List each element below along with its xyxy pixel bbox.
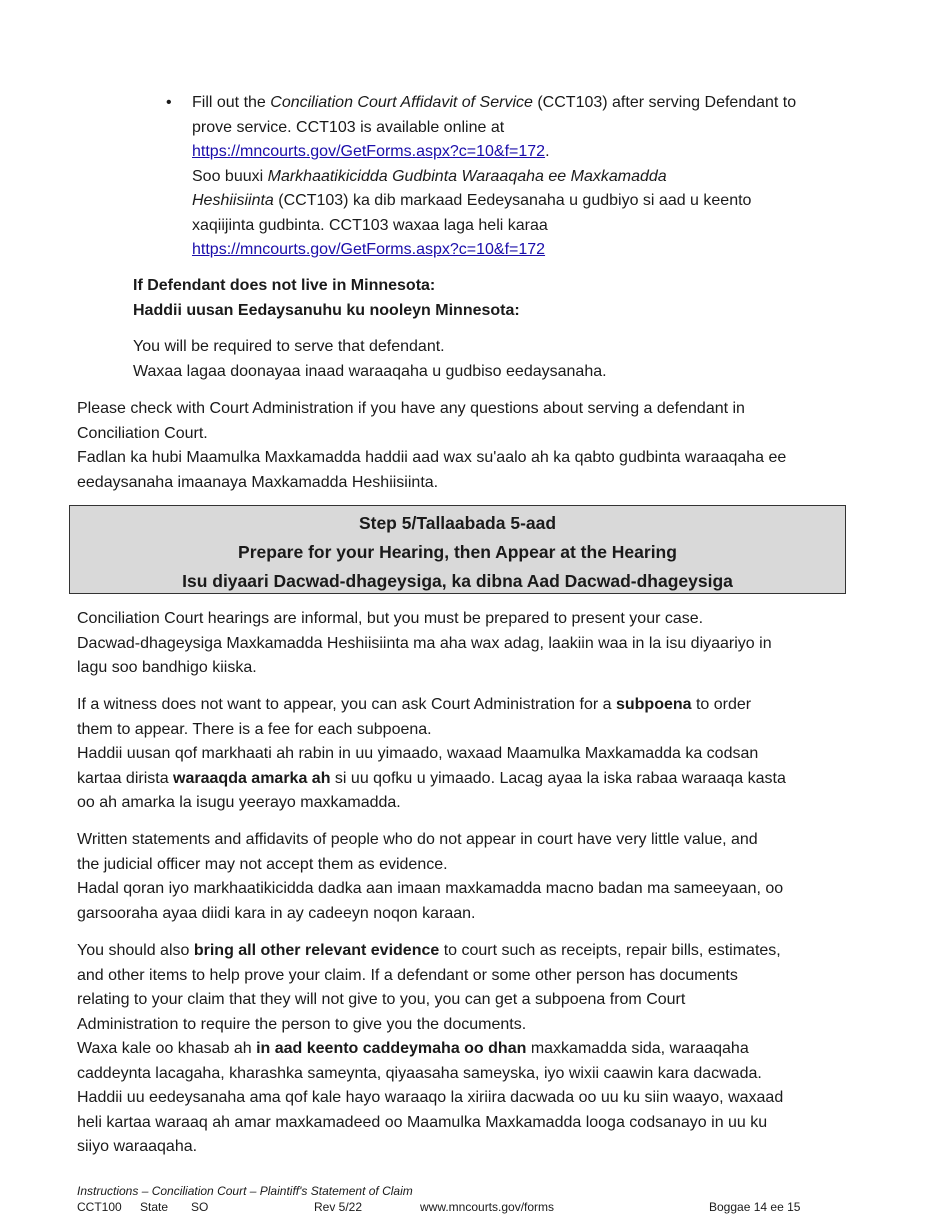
bullet-line-6: xaqiijinta gudbinta. CCT103 waxaa laga heli karaa [192,216,548,234]
step-subtitle-en: Prepare for your Hearing, then Appear at the Hearing [238,542,677,562]
footer-page-number: Boggae 14 ee 15 [709,1200,801,1214]
not-mn-heading-en: If Defendant does not live in Minnesota: [133,277,436,294]
footer-form-number: CCT100 [77,1200,122,1214]
bullet-item-affidavit [192,91,862,263]
step-subtitle-so: Isu diyaari Dacwad-dhageysiga, ka dibna Aad Dacwad-dhageysiga [182,571,733,591]
step-5-header [69,505,846,594]
not-mn-body [133,335,853,384]
forms-link-so[interactable]: https://mncourts.gov/GetForms.aspx?c=10&f=172 [192,241,546,258]
footer-revision: Rev 5/22 [314,1200,363,1214]
not-mn-heading-so: Haddii uusan Eedaysanuhu ku nooleyn Minnesota: [133,301,520,319]
bullet-marker: • [166,94,172,111]
not-mn-heading [133,274,853,323]
footer-state: State [140,1200,169,1214]
bullet-line-2: prove service. CCT103 is available online at [192,118,505,136]
check-admin-paragraph: Please check with Court Administration if you have any questions about serving a defendant in Conciliation Court. Fadlan ka hubi Maamulka Maxkamadda haddii aad wax su'aalo ah ka qabto gudbinta waraaqaha ee eedaysanaha imaanaya Maxkamadda Heshiisiinta. [77,400,787,491]
evidence-emphasis-en: bring all other relevant evidence [193,942,440,959]
bullet-line-7 [192,238,862,263]
footer-meta-row [77,1200,877,1217]
not-mn-body-en: You will be required to serve that defendant. [133,338,445,355]
footer-url: www.mncourts.gov/forms [420,1200,555,1214]
forms-link-en[interactable]: https://mncourts.gov/GetForms.aspx?c=10&f=172 [192,143,546,160]
bullet-line-4: Soo buuxi Markhaatikicidda Gudbinta Waraaqaha ee Maxkamadda [192,167,667,185]
footer-title: Instructions – Conciliation Court – Plaintiff's Statement of Claim [77,1184,413,1198]
subpoena-term: subpoena [615,696,692,713]
form-title-so: Markhaatikicidda Gudbinta Waraaqaha ee Maxkamadda [267,167,667,185]
not-mn-body-so: Waxaa lagaa doonayaa inaad waraaqaha u gudbiso eedaysanaha. [133,362,607,380]
subpoena-term-so: waraaqda amarka ah [173,769,331,787]
footer-language: SO [191,1200,209,1214]
informal-paragraph: Conciliation Court hearings are informal, but you must be prepared to present your case. Dacwad-dhageysiga Maxkamadda Heshiisiinta ma aha wax adag, laakiin waa in la isu diyaariyo in lagu soo bandhigo kiiska. [77,610,772,676]
written-statements-paragraph: Written statements and affidavits of people who do not appear in court have very little value, and the judicial officer may not accept them as evidence. Hadal qoran iyo markhaatikicidda dadka aan imaan maxkamadda macno badan ma sameeyaan, oo garsooraha ayaa diidi kara in ay cadeeyn noqon karaan. [77,831,784,922]
form-title-en: Conciliation Court Affidavit of Service [270,94,533,111]
evidence-emphasis-so: in aad keento caddeymaha oo dhan [256,1040,527,1057]
bullet-line-5: Heshiisiinta (CCT103) ka dib markaad Eedeysanaha u gudbiyo si aad u keento [192,192,752,209]
bullet-line-3: https://mncourts.gov/GetForms.aspx?c=10&f=172. [192,143,550,160]
witness-paragraph: If a witness does not want to appear, you can ask Court Administration for a subpoena to order them to appear. There is a fee for each subpoena. Haddii uusan qof markhaati ah rabin in uu yimaado, waxaad Maamulka Maxkamadda ka codsan kartaa dirista waraaqda amarka ah si uu qofku u yimaado. Lacag ayaa la iska rabaa waraaqa kasta oo ah amarka la isugu yeerayo maxkamadda. [77,696,786,811]
bullet-line-1: Fill out the Conciliation Court Affidavit of Service (CCT103) after serving Defendant to [192,94,797,111]
evidence-paragraph: You should also bring all other relevant evidence to court such as receipts, repair bills, estimates, and other items to help prove your claim. If a defendant or some other person has documents relating to your claim that they will not give to you, you can get a subpoena from Court Administration to require the person to give you the documents. Waxa kale oo khasab ah in aad keento caddeymaha oo dhan maxkamadda sida, waraaqaha caddeynta lacagaha, kharashka sameynta, qiyaasaha sameyska, iyo wixii caawin kara dacwada. Haddii uu eedeysanaha ama qof kale hayo waraaqo la xiriira dacwada oo uu ku siin waayo, waxaad heli kartaa waraaq ah amar maxkamadeed oo Maamulka Maxkamadda looga codsanayo in uu ku siiyo waraaqaha. [77,942,784,1155]
page-footer [77,1183,877,1217]
step-title: Step 5/Tallaabada 5-aad [358,513,557,533]
